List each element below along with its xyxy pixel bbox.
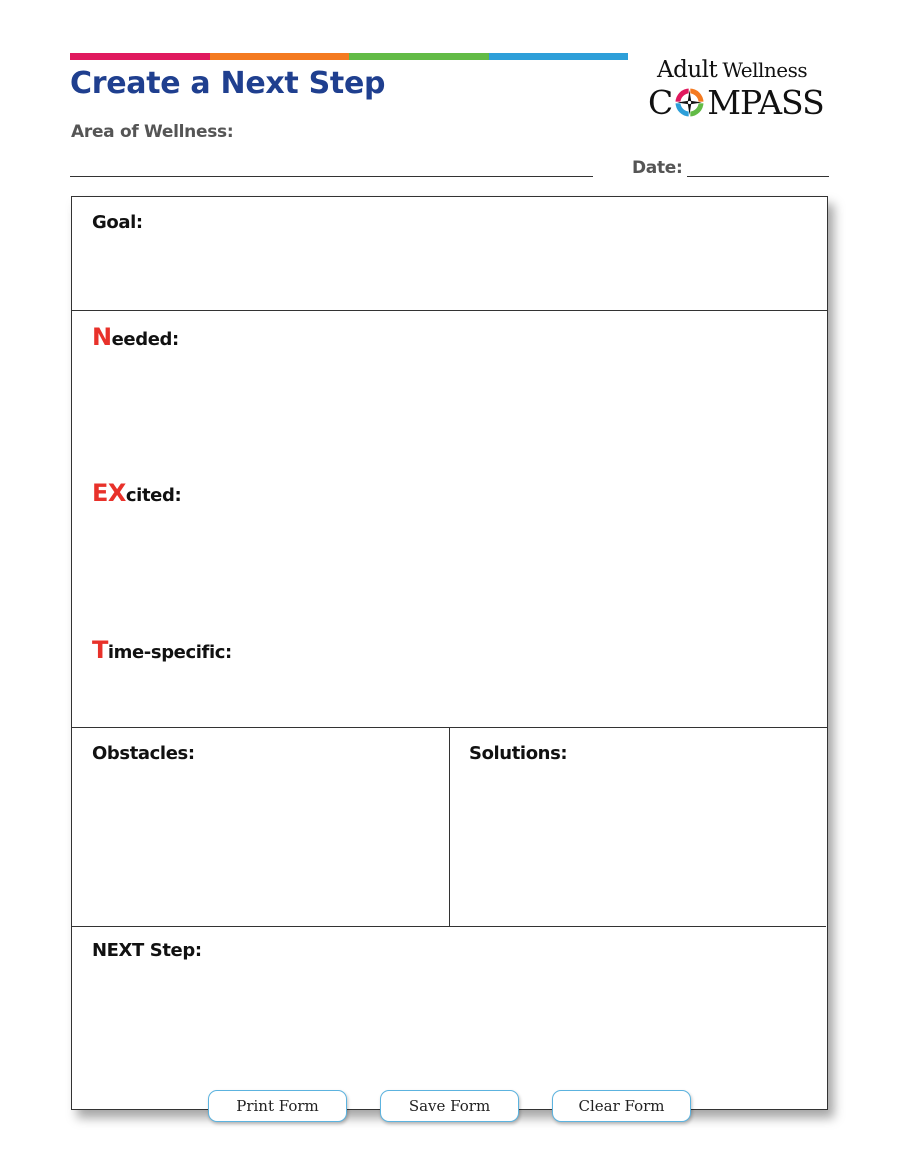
excited-label-rest: cited: bbox=[125, 485, 182, 506]
date-input[interactable] bbox=[687, 152, 829, 177]
needed-label-rest: eeded: bbox=[111, 329, 179, 350]
excited-input[interactable] bbox=[92, 512, 802, 617]
color-bar-segment-green bbox=[349, 53, 489, 60]
excited-label bbox=[92, 479, 181, 507]
area-of-wellness-input[interactable] bbox=[70, 150, 597, 178]
logo-line-2 bbox=[648, 83, 824, 122]
color-bar-segment-orange bbox=[210, 53, 350, 60]
time-specific-accent-letter: T bbox=[92, 636, 108, 664]
obstacles-label: Obstacles: bbox=[92, 743, 195, 764]
next-step-section bbox=[72, 927, 827, 1108]
logo-letters-mpass: MPASS bbox=[707, 83, 824, 122]
compass-icon bbox=[673, 86, 706, 119]
logo-letter-c: C bbox=[648, 83, 673, 122]
time-specific-label bbox=[92, 636, 232, 664]
solutions-input[interactable] bbox=[469, 773, 809, 913]
time-specific-input[interactable] bbox=[92, 669, 802, 719]
obstacles-section bbox=[72, 728, 450, 927]
needed-excited-time-section bbox=[72, 311, 827, 728]
goal-label: Goal: bbox=[92, 212, 143, 233]
header-color-bar bbox=[70, 53, 628, 60]
logo-word-wellness: Wellness bbox=[722, 58, 808, 82]
next-step-form bbox=[71, 196, 828, 1110]
needed-accent-letter: N bbox=[92, 323, 112, 351]
area-of-wellness-label: Area of Wellness: bbox=[71, 122, 234, 142]
needed-input[interactable] bbox=[92, 356, 802, 461]
goal-section bbox=[72, 197, 827, 311]
adult-wellness-compass-logo bbox=[645, 55, 835, 125]
save-form-button[interactable]: Save Form bbox=[380, 1090, 519, 1122]
needed-label bbox=[92, 323, 179, 351]
solutions-label: Solutions: bbox=[469, 743, 568, 764]
time-specific-label-rest: ime-specific: bbox=[107, 642, 232, 663]
date-label: Date: bbox=[632, 158, 683, 178]
excited-accent-letters: EX bbox=[92, 479, 126, 507]
color-bar-segment-pink bbox=[70, 53, 210, 60]
next-step-input[interactable] bbox=[92, 970, 802, 1080]
solutions-section bbox=[450, 728, 826, 927]
logo-line-1 bbox=[657, 57, 807, 83]
logo-word-adult: Adult bbox=[657, 57, 718, 83]
clear-form-button[interactable]: Clear Form bbox=[552, 1090, 691, 1122]
obstacles-input[interactable] bbox=[92, 773, 432, 913]
next-step-label: NEXT Step: bbox=[92, 940, 202, 961]
goal-input[interactable] bbox=[92, 239, 802, 301]
area-of-wellness-underline bbox=[70, 176, 593, 177]
color-bar-segment-blue bbox=[489, 53, 629, 60]
print-form-button[interactable]: Print Form bbox=[208, 1090, 347, 1122]
page-title: Create a Next Step bbox=[70, 66, 386, 101]
